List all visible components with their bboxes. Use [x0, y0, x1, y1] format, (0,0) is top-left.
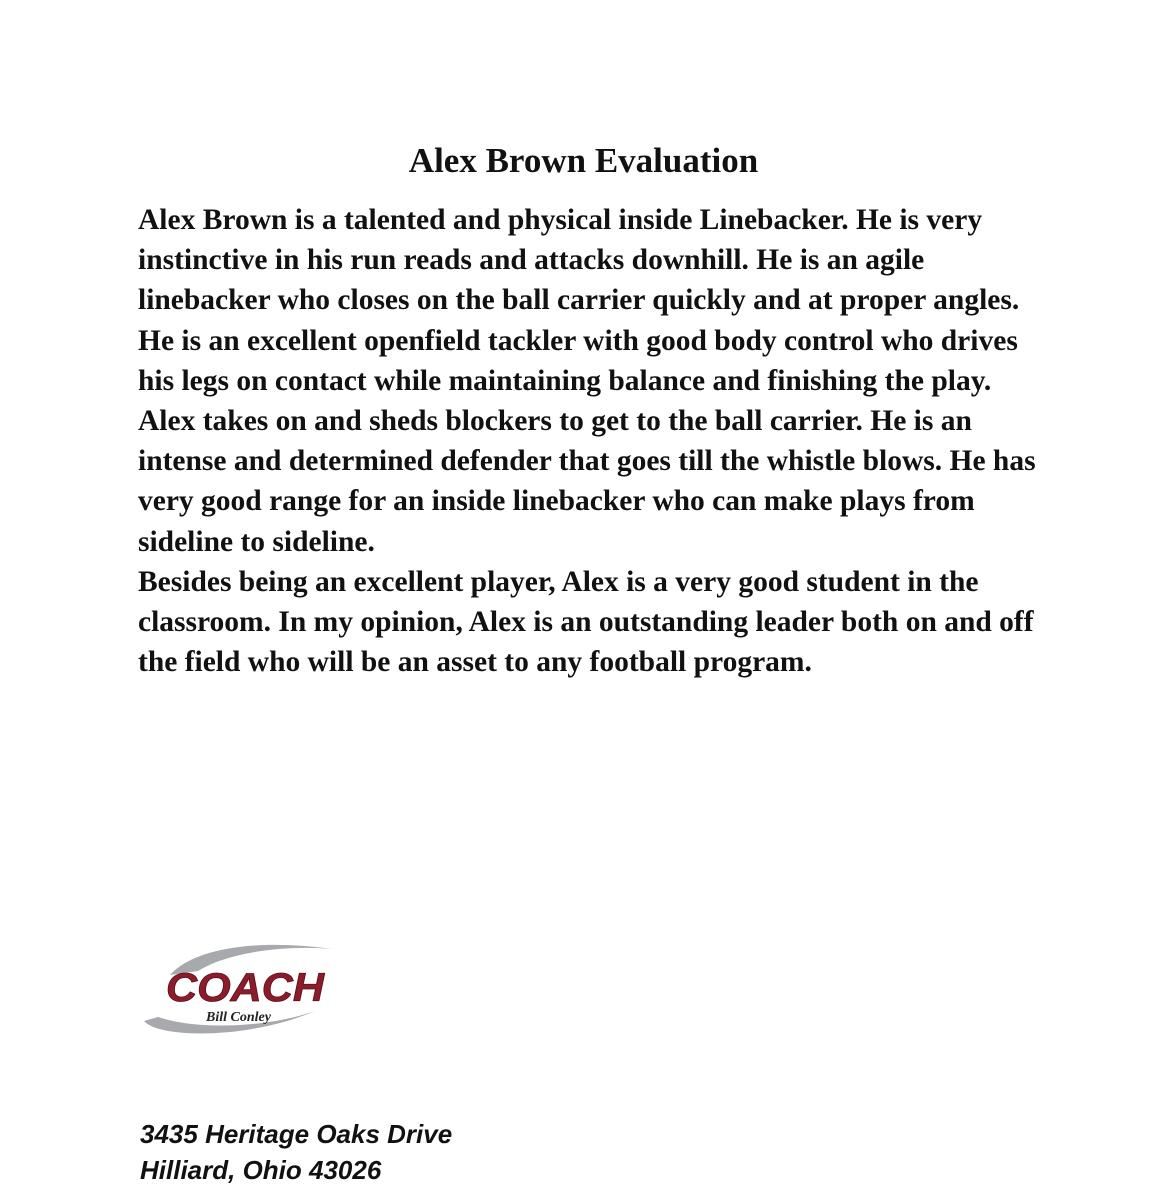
coach-logo-icon — [140, 935, 340, 1045]
page-title: Alex Brown Evaluation — [408, 141, 759, 180]
logo-word: COACH — [166, 966, 326, 1010]
evaluation-paragraph-1: Alex Brown is a talented and physical inside Linebacker. He is very instinctive in his run reads and attacks downhill. He is an agile linebacker who closes on the ball carrier quickly and at proper angles. He is an excellent openfield tackler with good body control who drives his legs on contact while maintaining balance and finishing the play. Alex takes on and sheds blockers to get to the ball carrier. He is an intense and determined defender that goes till the whistle blows. He has very good range for an inside linebacker who can make plays from sideline to sideline. — [138, 204, 1036, 558]
address-city: Hilliard, Ohio 43026 — [140, 1155, 382, 1185]
address-block — [140, 1116, 452, 1188]
coach-logo — [140, 935, 340, 1045]
address-street: 3435 Heritage Oaks Drive — [140, 1119, 453, 1149]
evaluation-body — [138, 200, 1038, 682]
evaluation-paragraph-2: Besides being an excellent player, Alex is a very good student in the classroom. In my opinion, Alex is an outstanding leader both on and off the field who will be an asset to any football program. — [138, 565, 1034, 679]
logo-name: Bill Conley — [206, 1010, 271, 1025]
